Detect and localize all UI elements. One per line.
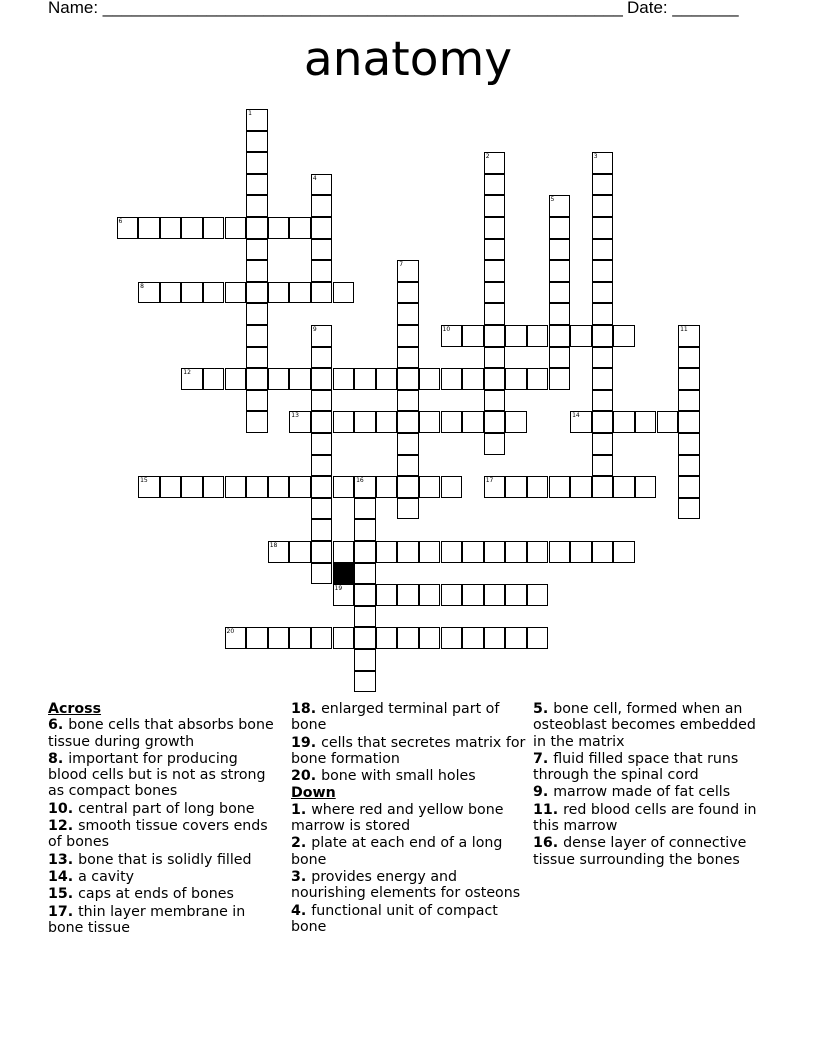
grid-cell[interactable] <box>592 260 614 282</box>
clue-item <box>291 735 526 768</box>
clues-column-2 <box>291 701 526 936</box>
grid-cell[interactable] <box>484 584 506 606</box>
clue-number-label: 10. <box>48 800 79 817</box>
clue-number-label: 18. <box>291 701 322 717</box>
clue-number: 13 <box>291 412 299 420</box>
grid-cell[interactable] <box>354 411 376 433</box>
grid-cell[interactable] <box>225 368 247 390</box>
grid-cell[interactable] <box>354 606 376 628</box>
clue-number: 14 <box>572 412 580 420</box>
clue-text: cells that secretes matrix for bone formation <box>291 734 526 767</box>
clue-number: 11 <box>680 326 688 333</box>
grid-cell[interactable] <box>419 584 441 606</box>
grid-cell[interactable] <box>160 282 182 304</box>
grid-cell[interactable] <box>138 282 160 304</box>
clue-item <box>533 701 773 750</box>
grid-cell[interactable] <box>592 217 614 239</box>
page-title: anatomy <box>303 32 513 87</box>
clue-number: 6 <box>118 218 123 225</box>
grid-cell[interactable] <box>484 347 506 369</box>
clue-text: important for producing blood cells but is not as strong as compact bones <box>48 750 266 800</box>
clues-column-1 <box>48 701 280 937</box>
grid-cell[interactable] <box>289 411 311 433</box>
grid-cell[interactable] <box>592 368 614 390</box>
grid-cell[interactable] <box>613 411 635 433</box>
grid-cell[interactable] <box>289 368 311 390</box>
grid-cell[interactable] <box>333 584 355 606</box>
date-line[interactable]: _______ <box>672 0 739 17</box>
grid-cell[interactable] <box>570 411 592 433</box>
grid-cell[interactable] <box>570 541 592 563</box>
grid-cell[interactable] <box>570 325 592 347</box>
grid-cell[interactable] <box>160 217 182 239</box>
clue-text: plate at each end of a long bone <box>291 835 503 868</box>
grid-cell[interactable] <box>311 347 333 369</box>
grid-cell[interactable] <box>397 433 419 455</box>
grid-cell[interactable] <box>289 282 311 304</box>
grid-cell[interactable] <box>635 411 657 433</box>
clue-text: smooth tissue covers ends of bones <box>48 818 268 851</box>
grid-cell[interactable] <box>657 411 679 433</box>
grid-cell[interactable] <box>246 476 268 498</box>
clue-text: provides energy and nourishing elements for osteons <box>291 868 521 902</box>
grid-cell[interactable] <box>246 260 268 282</box>
grid-cell[interactable] <box>203 217 225 239</box>
clue-item <box>48 869 280 885</box>
grid-cell[interactable] <box>311 217 333 239</box>
grid-cell[interactable] <box>549 347 571 369</box>
grid-cell[interactable] <box>505 476 527 498</box>
grid-cell[interactable] <box>311 541 333 563</box>
grid-cell[interactable] <box>419 476 441 498</box>
clue-number-label: 4. <box>291 902 312 919</box>
grid-cell[interactable] <box>613 476 635 498</box>
clue-item <box>48 801 280 817</box>
grid-cell[interactable] <box>311 368 333 390</box>
clue-number: 5 <box>550 196 555 204</box>
grid-cell[interactable] <box>268 217 290 239</box>
grid-cell[interactable] <box>311 627 333 649</box>
grid-cell[interactable] <box>462 325 484 347</box>
grid-cell[interactable] <box>225 217 247 239</box>
across-heading: Across <box>48 701 102 717</box>
grid-cell[interactable] <box>678 498 700 520</box>
clue-item <box>291 903 526 936</box>
clue-text: bone cell, formed when an osteoblast becomes embedded in the matrix <box>533 701 756 750</box>
grid-cell[interactable] <box>592 455 614 477</box>
grid-cell[interactable] <box>441 411 463 433</box>
grid-cell[interactable] <box>592 411 614 433</box>
grid-cell[interactable] <box>484 303 506 325</box>
grid-cell[interactable] <box>354 519 376 541</box>
grid-cell[interactable] <box>246 390 268 412</box>
grid-cell[interactable] <box>397 498 419 520</box>
grid-cell[interactable] <box>311 476 333 498</box>
grid-cell[interactable] <box>246 627 268 649</box>
grid-cell[interactable] <box>311 455 333 477</box>
grid-cell[interactable] <box>678 347 700 369</box>
grid-cell[interactable] <box>678 390 700 412</box>
clue-text: bone that is solidly filled <box>78 851 252 868</box>
grid-cell[interactable] <box>268 541 290 563</box>
grid-cell[interactable] <box>138 217 160 239</box>
grid-cell[interactable] <box>441 627 463 649</box>
grid-cell[interactable] <box>246 195 268 217</box>
clues-column-3 <box>533 701 773 869</box>
clue-number-label: 13. <box>48 851 79 868</box>
grid-cell[interactable] <box>181 368 203 390</box>
grid-cell[interactable] <box>549 217 571 239</box>
clue-number-label: 20. <box>291 768 322 785</box>
clue-number: 7 <box>399 261 404 269</box>
clue-item <box>48 717 280 750</box>
clue-number: 4 <box>312 174 317 182</box>
clue-number-label: 8. <box>48 750 69 767</box>
grid-cell[interactable] <box>268 476 290 498</box>
grid-cell[interactable] <box>311 174 333 196</box>
grid-cell[interactable] <box>397 368 419 390</box>
name-line[interactable]: _______________________________________________________ <box>102 0 623 17</box>
grid-cell[interactable] <box>311 282 333 304</box>
grid-cell[interactable] <box>505 541 527 563</box>
grid-cell[interactable] <box>181 217 203 239</box>
clue-number-label: 9. <box>533 784 554 801</box>
clue-number: 20 <box>226 628 235 636</box>
grid-cell[interactable] <box>311 390 333 412</box>
grid-cell[interactable] <box>289 476 311 498</box>
grid-cell[interactable] <box>549 282 571 304</box>
grid-cell[interactable] <box>311 239 333 261</box>
grid-cell[interactable] <box>333 411 355 433</box>
grid-cell[interactable] <box>484 174 506 196</box>
grid-cell[interactable] <box>397 476 419 498</box>
grid-cell[interactable] <box>678 411 700 433</box>
grid-cell[interactable] <box>484 368 506 390</box>
grid-cell[interactable] <box>592 174 614 196</box>
grid-cell[interactable] <box>246 368 268 390</box>
grid-cell[interactable] <box>592 152 614 174</box>
grid-cell[interactable] <box>462 584 484 606</box>
black-cell <box>333 563 355 585</box>
grid-cell[interactable] <box>635 476 657 498</box>
clue-item <box>533 784 773 800</box>
clue-text: fluid filled space that runs through the spinal cord <box>533 750 739 784</box>
grid-cell[interactable] <box>549 260 571 282</box>
grid-cell[interactable] <box>441 476 463 498</box>
grid-cell[interactable] <box>441 368 463 390</box>
clue-number-label: 1. <box>291 801 312 818</box>
grid-cell[interactable] <box>419 411 441 433</box>
clue-item <box>533 751 773 784</box>
clue-item <box>48 751 280 800</box>
grid-cell[interactable] <box>225 476 247 498</box>
grid-cell[interactable] <box>592 476 614 498</box>
grid-cell[interactable] <box>268 368 290 390</box>
clue-number-label: 2. <box>291 835 312 852</box>
grid-cell[interactable] <box>484 627 506 649</box>
clue-text: a cavity <box>78 868 135 885</box>
grid-cell[interactable] <box>397 303 419 325</box>
clue-number-label: 6. <box>48 717 69 734</box>
grid-cell[interactable] <box>484 411 506 433</box>
grid-cell[interactable] <box>333 282 355 304</box>
grid-cell[interactable] <box>462 627 484 649</box>
grid-cell[interactable] <box>484 239 506 261</box>
clue-number-label: 5. <box>533 701 554 717</box>
clue-number: 15 <box>140 477 148 485</box>
clue-number: 19 <box>334 585 343 593</box>
grid-cell[interactable] <box>246 303 268 325</box>
grid-cell[interactable] <box>549 541 571 563</box>
grid-cell[interactable] <box>246 411 268 433</box>
grid-cell[interactable] <box>613 541 635 563</box>
grid-cell[interactable] <box>484 476 506 498</box>
clue-number: 17 <box>485 477 494 485</box>
grid-cell[interactable] <box>527 541 549 563</box>
clue-item <box>48 818 280 851</box>
grid-cell[interactable] <box>311 498 333 520</box>
clue-number: 2 <box>485 153 490 161</box>
down-heading: Down <box>291 785 336 802</box>
grid-cell[interactable] <box>505 411 527 433</box>
grid-cell[interactable] <box>311 195 333 217</box>
grid-cell[interactable] <box>419 541 441 563</box>
grid-cell[interactable] <box>333 541 355 563</box>
clue-item <box>291 835 526 868</box>
grid-cell[interactable] <box>333 368 355 390</box>
clue-item <box>48 852 280 868</box>
clue-number: 1 <box>248 110 252 117</box>
grid-cell[interactable] <box>484 195 506 217</box>
grid-cell[interactable] <box>311 325 333 347</box>
clue-item <box>291 701 526 734</box>
clue-text: red blood cells are found in this marrow <box>533 801 757 835</box>
clue-number: 3 <box>593 153 598 161</box>
grid-cell[interactable] <box>592 390 614 412</box>
grid-cell[interactable] <box>354 627 376 649</box>
grid-cell[interactable] <box>354 476 376 498</box>
grid-cell[interactable] <box>419 368 441 390</box>
grid-cell[interactable] <box>376 627 398 649</box>
clue-item <box>48 904 280 937</box>
grid-cell[interactable] <box>246 347 268 369</box>
grid-cell[interactable] <box>549 239 571 261</box>
clue-text: enlarged terminal part of bone <box>291 701 500 734</box>
grid-cell[interactable] <box>397 584 419 606</box>
clue-number-label: 11. <box>533 801 564 818</box>
clue-number: 16 <box>356 477 364 485</box>
grid-cell[interactable] <box>441 584 463 606</box>
grid-cell[interactable] <box>592 282 614 304</box>
clue-number-label: 12. <box>48 818 79 835</box>
grid-cell[interactable] <box>549 368 571 390</box>
grid-cell[interactable] <box>311 433 333 455</box>
grid-cell[interactable] <box>505 368 527 390</box>
grid-cell[interactable] <box>505 584 527 606</box>
grid-cell[interactable] <box>311 519 333 541</box>
clue-item <box>48 886 280 902</box>
grid-cell[interactable] <box>354 563 376 585</box>
grid-cell[interactable] <box>549 476 571 498</box>
grid-cell[interactable] <box>268 282 290 304</box>
grid-cell[interactable] <box>462 411 484 433</box>
grid-cell[interactable] <box>484 390 506 412</box>
clue-number: 18 <box>269 542 278 549</box>
grid-cell[interactable] <box>246 239 268 261</box>
grid-cell[interactable] <box>397 347 419 369</box>
clue-number: 9 <box>312 326 317 333</box>
grid-cell[interactable] <box>246 217 268 239</box>
clue-text: dense layer of connective tissue surrounding the bones <box>533 835 747 868</box>
grid-cell[interactable] <box>592 325 614 347</box>
grid-cell[interactable] <box>376 411 398 433</box>
grid-cell[interactable] <box>397 260 419 282</box>
grid-cell[interactable] <box>181 282 203 304</box>
grid-cell[interactable] <box>289 541 311 563</box>
grid-cell[interactable] <box>527 368 549 390</box>
grid-cell[interactable] <box>592 303 614 325</box>
grid-cell[interactable] <box>678 455 700 477</box>
clue-text: bone cells that absorbs bone tissue during growth <box>48 717 274 750</box>
grid-cell[interactable] <box>441 325 463 347</box>
clue-number-label: 7. <box>533 750 554 767</box>
grid-cell[interactable] <box>203 282 225 304</box>
grid-cell[interactable] <box>484 217 506 239</box>
clue-number-label: 19. <box>291 734 322 751</box>
clue-number-label: 14. <box>48 868 79 885</box>
grid-cell[interactable] <box>484 541 506 563</box>
grid-cell[interactable] <box>138 476 160 498</box>
clue-number: 10 <box>442 326 451 333</box>
grid-cell[interactable] <box>678 368 700 390</box>
clue-number-label: 3. <box>291 868 312 885</box>
grid-cell[interactable] <box>397 541 419 563</box>
clue-item <box>291 768 526 784</box>
clue-text: caps at ends of bones <box>78 886 234 903</box>
clue-item <box>533 835 773 868</box>
grid-cell[interactable] <box>311 260 333 282</box>
grid-cell[interactable] <box>570 476 592 498</box>
grid-cell[interactable] <box>117 217 139 239</box>
grid-cell[interactable] <box>246 282 268 304</box>
grid-cell[interactable] <box>246 131 268 153</box>
grid-cell[interactable] <box>678 325 700 347</box>
grid-cell[interactable] <box>484 325 506 347</box>
grid-cell[interactable] <box>592 195 614 217</box>
grid-cell[interactable] <box>397 411 419 433</box>
grid-cell[interactable] <box>505 325 527 347</box>
grid-cell[interactable] <box>289 627 311 649</box>
grid-cell[interactable] <box>397 627 419 649</box>
grid-cell[interactable] <box>354 649 376 671</box>
grid-cell[interactable] <box>549 303 571 325</box>
grid-cell[interactable] <box>549 325 571 347</box>
grid-cell[interactable] <box>592 347 614 369</box>
grid-cell[interactable] <box>527 476 549 498</box>
grid-cell[interactable] <box>181 476 203 498</box>
clue-text: central part of long bone <box>78 800 255 817</box>
grid-cell[interactable] <box>289 217 311 239</box>
clue-item <box>533 802 773 835</box>
clue-text: functional unit of compact bone <box>291 902 498 935</box>
grid-cell[interactable] <box>354 498 376 520</box>
grid-cell[interactable] <box>333 627 355 649</box>
grid-cell[interactable] <box>354 368 376 390</box>
clue-number-label: 17. <box>48 903 79 920</box>
grid-cell[interactable] <box>505 627 527 649</box>
grid-cell[interactable] <box>484 433 506 455</box>
grid-cell[interactable] <box>376 541 398 563</box>
clue-number-label: 16. <box>533 835 564 852</box>
grid-cell[interactable] <box>613 325 635 347</box>
grid-cell[interactable] <box>246 152 268 174</box>
grid-cell[interactable] <box>462 368 484 390</box>
grid-cell[interactable] <box>203 368 225 390</box>
grid-cell[interactable] <box>484 282 506 304</box>
grid-cell[interactable] <box>397 282 419 304</box>
grid-cell[interactable] <box>225 282 247 304</box>
grid-cell[interactable] <box>419 627 441 649</box>
grid-cell[interactable] <box>527 584 549 606</box>
clue-number-label: 15. <box>48 886 79 903</box>
grid-cell[interactable] <box>397 390 419 412</box>
grid-cell[interactable] <box>441 541 463 563</box>
grid-cell[interactable] <box>246 109 268 131</box>
clue-text: thin layer membrane in bone tissue <box>48 903 246 936</box>
clue-number: 12 <box>183 369 191 377</box>
grid-cell[interactable] <box>311 563 333 585</box>
clue-item <box>291 869 526 902</box>
grid-cell[interactable] <box>592 541 614 563</box>
grid-cell[interactable] <box>462 541 484 563</box>
grid-cell[interactable] <box>376 476 398 498</box>
grid-cell[interactable] <box>527 627 549 649</box>
grid-cell[interactable] <box>354 671 376 693</box>
grid-cell[interactable] <box>484 152 506 174</box>
grid-cell[interactable] <box>592 239 614 261</box>
clue-text: marrow made of fat cells <box>553 784 731 801</box>
grid-cell[interactable] <box>160 476 182 498</box>
grid-cell[interactable] <box>311 411 333 433</box>
grid-cell[interactable] <box>397 325 419 347</box>
grid-cell[interactable] <box>527 325 549 347</box>
grid-cell[interactable] <box>678 433 700 455</box>
grid-cell[interactable] <box>246 174 268 196</box>
grid-cell[interactable] <box>354 541 376 563</box>
grid-cell[interactable] <box>376 584 398 606</box>
grid-cell[interactable] <box>203 476 225 498</box>
grid-cell[interactable] <box>354 584 376 606</box>
name-label: Name: <box>48 0 103 17</box>
grid-cell[interactable] <box>678 476 700 498</box>
clue-item <box>291 802 526 835</box>
date-label: Date: <box>627 0 673 17</box>
grid-cell[interactable] <box>246 325 268 347</box>
grid-cell[interactable] <box>225 627 247 649</box>
grid-cell[interactable] <box>268 627 290 649</box>
grid-cell[interactable] <box>592 433 614 455</box>
grid-cell[interactable] <box>549 195 571 217</box>
clue-number: 8 <box>140 282 144 290</box>
grid-cell[interactable] <box>397 455 419 477</box>
clue-text: where red and yellow bone marrow is stored <box>291 801 504 835</box>
grid-cell[interactable] <box>484 260 506 282</box>
grid-cell[interactable] <box>333 476 355 498</box>
grid-cell[interactable] <box>376 368 398 390</box>
clue-text: bone with small holes <box>321 768 476 785</box>
